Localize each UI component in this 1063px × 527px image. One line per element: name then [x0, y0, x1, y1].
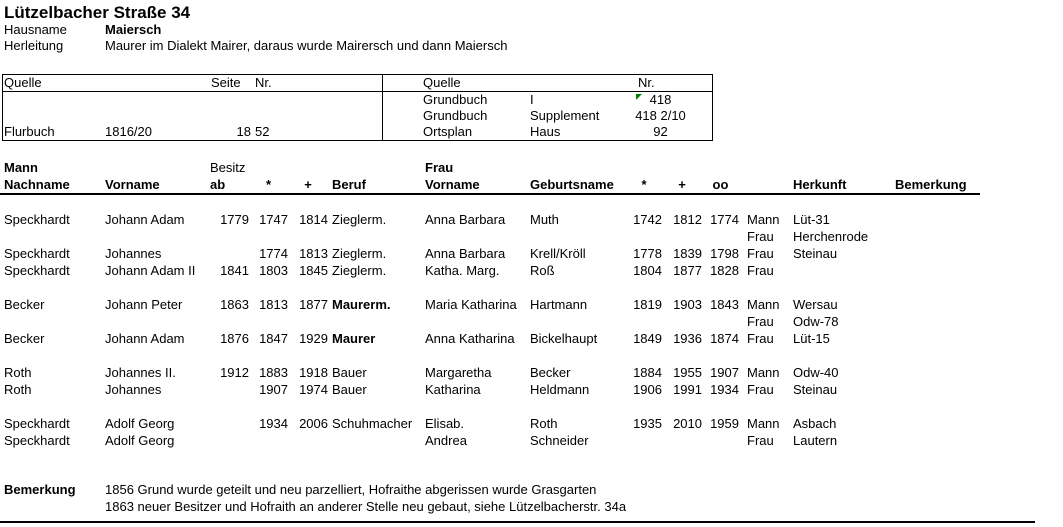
cell-nachname [4, 228, 105, 245]
cell-geboren-mann: 1907 [259, 382, 288, 397]
cell-gestorben-mann: 1974 [299, 382, 328, 397]
cell-geboren-frau [626, 313, 662, 330]
cell-herkunft: Steinau [793, 382, 838, 397]
cell-vorname-frau: Elisab. [425, 416, 465, 431]
cell-seite [205, 108, 251, 124]
cell-geburtsname [526, 228, 626, 245]
cell-besitz-ab: 1876 [220, 331, 249, 346]
cell-bemerkung [889, 313, 1047, 330]
source-table-right [382, 75, 712, 140]
cell-vorname-frau [421, 228, 526, 245]
cell-gestorben-mann [288, 432, 328, 449]
cell-geboren-frau: 1742 [633, 212, 662, 227]
cell-seite: 18 [236, 124, 251, 139]
meta-block [4, 22, 507, 54]
hausname-label: Hausname [4, 22, 67, 37]
cell-besitz-ab: 1779 [220, 212, 249, 227]
source-row [383, 124, 712, 140]
cell-gestorben-mann [288, 228, 328, 245]
cell-geboren-frau [626, 228, 662, 245]
cell-herkunft: Lüt-15 [793, 331, 830, 346]
col-header-gestorben-frau: + [678, 177, 686, 192]
cell-herkunft: Herchenrode [793, 229, 869, 244]
cell-quelle [4, 108, 105, 124]
cell-person-typ: Frau [747, 331, 774, 346]
spacer-row [0, 347, 1063, 364]
cell-quelle [4, 92, 105, 108]
cell-beruf [328, 432, 421, 449]
cell-gestorben-frau [662, 228, 702, 245]
col-header-quelle: Quelle [4, 75, 42, 90]
cell-besitz-ab: 1912 [220, 365, 249, 380]
cell-vorname: Johann Adam [105, 212, 185, 227]
main-table-rows [0, 211, 1063, 449]
cell-nr: 418 [628, 92, 693, 108]
cell-geboren-frau: 1819 [633, 297, 662, 312]
cell-bemerkung [889, 211, 1047, 228]
cell-beruf: Maurerm. [332, 297, 391, 312]
cell-geburtsname: Hartmann [530, 297, 588, 312]
col-header-geboren: * [265, 177, 272, 192]
cell-gestorben-mann: 2006 [299, 416, 328, 431]
cell-nachname: Speckhardt [4, 433, 70, 448]
cell-herkunft: Odw-40 [793, 365, 839, 380]
cell-vorname: Johannes [105, 382, 162, 397]
cell-gestorben-mann: 1813 [299, 246, 328, 261]
column-header-row [0, 176, 1063, 193]
col-header-herkunft: Herkunft [793, 177, 847, 192]
cell-nr [251, 108, 371, 124]
cell-gestorben-frau: 1903 [673, 297, 702, 312]
cell-geburtsname: Krell/Kröll [530, 246, 586, 261]
cell-bemerkung [889, 245, 1047, 262]
cell-bemerkung [889, 364, 1047, 381]
group-header-frau: Frau [425, 160, 454, 175]
cell-gestorben-frau: 2010 [673, 416, 702, 431]
page-title: Lützelbacher Straße 34 [4, 3, 191, 22]
cell-nr: 52 [255, 124, 270, 139]
cell-bemerkung [889, 415, 1047, 432]
hausname-value: Maiersch [105, 22, 162, 37]
table-row [0, 228, 1063, 245]
spacer-row [0, 398, 1063, 415]
cell-person-typ: Frau [747, 433, 774, 448]
cell-person-typ: Frau [747, 314, 774, 329]
cell-quelle: Grundbuch [423, 92, 488, 107]
table-row [0, 211, 1063, 228]
col-header-geburtsname: Geburtsname [530, 177, 614, 192]
source-table-left [3, 75, 382, 140]
cell-nr [251, 92, 371, 108]
cell-quelle: Flurbuch [4, 124, 55, 139]
source-table-header-rule [3, 91, 712, 92]
cell-person-typ: Mann [747, 297, 780, 312]
cell-beruf [328, 313, 421, 330]
header-rule [0, 193, 980, 195]
cell-bemerkung [889, 381, 1047, 398]
cell-geboren-mann: 1883 [259, 365, 288, 380]
error-indicator-icon [636, 94, 642, 100]
cell-gestorben-frau [662, 313, 702, 330]
cell-gestorben-frau: 1839 [673, 246, 702, 261]
cell-gestorben-mann: 1877 [299, 297, 328, 312]
cell-geburtsname [526, 313, 626, 330]
cell-vorname-frau: Anna Barbara [425, 246, 506, 261]
cell-vorname: Johannes II. [105, 365, 176, 380]
cell-besitz-ab [205, 432, 249, 449]
cell-geboren-mann [249, 228, 288, 245]
source-row [3, 92, 382, 108]
cell-detail [105, 108, 205, 124]
cell-geboren-frau: 1906 [633, 382, 662, 397]
cell-geburtsname: Roth [530, 416, 558, 431]
cell-geburtsname: Heldmann [530, 382, 590, 397]
source-row [383, 92, 712, 108]
cell-vorname-frau: Katharina [425, 382, 481, 397]
source-table-left-rows [3, 92, 382, 140]
cell-besitz-ab: 1863 [220, 297, 249, 312]
cell-herkunft: Wersau [793, 297, 838, 312]
group-header-besitz: Besitz [210, 160, 246, 175]
cell-gestorben-frau: 1936 [673, 331, 702, 346]
cell-bemerkung [889, 262, 1047, 279]
cell-herkunft: Steinau [793, 246, 838, 261]
cell-herkunft: Lautern [793, 433, 838, 448]
source-row [383, 108, 712, 124]
cell-gestorben-mann: 1845 [299, 263, 328, 278]
source-table [2, 74, 713, 141]
cell-bemerkung [889, 432, 1047, 449]
cell-beruf: Bauer [332, 382, 367, 397]
cell-nachname: Speckhardt [4, 416, 70, 431]
cell-besitz-ab [205, 415, 249, 432]
cell-besitz-ab [205, 228, 249, 245]
table-row [0, 262, 1063, 279]
cell-quelle: Ortsplan [423, 124, 473, 139]
remark-line: 1863 neuer Besitzer und Hofraith an anderer Stelle neu gebaut, siehe Lützelbacherstr. 34a [105, 499, 627, 514]
source-row [3, 108, 382, 124]
cell-person-typ: Mann [747, 212, 780, 227]
col-header-quelle: Quelle [423, 75, 461, 90]
cell-gestorben-mann: 1929 [299, 331, 328, 346]
herleitung-row [4, 38, 507, 54]
cell-nachname: Becker [4, 297, 45, 312]
remark-label: Bemerkung [4, 482, 76, 497]
cell-geboren-mann: 1747 [259, 212, 288, 227]
source-table-left-header [3, 75, 382, 91]
cell-detail: Supplement [530, 108, 600, 123]
cell-geboren-frau: 1884 [633, 365, 662, 380]
cell-detail [105, 92, 205, 108]
cell-geboren-frau: 1778 [633, 246, 662, 261]
cell-oo: 1843 [710, 297, 739, 312]
cell-geboren-mann: 1774 [259, 246, 288, 261]
cell-oo: 1774 [710, 212, 739, 227]
col-header-bemerkung: Bemerkung [895, 177, 967, 192]
col-header-oo: oo [712, 177, 729, 192]
cell-nachname: Speckhardt [4, 212, 70, 227]
cell-vorname: Johannes [105, 246, 162, 261]
col-header-nr: Nr. [638, 75, 655, 90]
cell-geburtsname: Roß [530, 263, 555, 278]
cell-vorname [105, 313, 205, 330]
cell-vorname-frau: Margaretha [425, 365, 492, 380]
cell-gestorben-frau: 1877 [673, 263, 702, 278]
col-header-nr: Nr. [255, 75, 272, 90]
cell-bemerkung [889, 228, 1047, 245]
cell-gestorben-mann: 1918 [299, 365, 328, 380]
cell-oo: 1874 [710, 331, 739, 346]
cell-herkunft: Lüt-31 [793, 212, 830, 227]
herleitung-label: Herleitung [4, 38, 64, 53]
cell-geboren-frau: 1849 [633, 331, 662, 346]
cell-vorname: Adolf Georg [105, 433, 175, 448]
table-row [0, 432, 1063, 449]
cell-geboren-mann: 1847 [259, 331, 288, 346]
cell-nachname: Roth [4, 365, 32, 380]
cell-detail: I [530, 92, 534, 107]
cell-geburtsname: Muth [530, 212, 559, 227]
cell-oo [702, 313, 739, 330]
cell-beruf: Schuhmacher [332, 416, 413, 431]
table-row [0, 245, 1063, 262]
col-header-seite: Seite [211, 75, 241, 90]
cell-person-typ: Frau [747, 229, 774, 244]
cell-geboren-mann [249, 313, 288, 330]
cell-herkunft: Asbach [793, 416, 837, 431]
col-header-vorname: Vorname [105, 177, 160, 192]
source-table-right-header [383, 75, 712, 91]
cell-nr: 92 [653, 124, 668, 139]
cell-beruf [328, 228, 421, 245]
cell-gestorben-frau: 1812 [673, 212, 702, 227]
herleitung-value: Maurer im Dialekt Mairer, daraus wurde Mairersch und dann Maiersch [105, 38, 508, 53]
cell-oo: 1798 [710, 246, 739, 261]
cell-seite [205, 92, 251, 108]
main-table-header [0, 159, 1063, 193]
col-header-geboren-frau: * [641, 177, 647, 192]
col-header-ab: ab [210, 177, 226, 192]
cell-herkunft [789, 262, 889, 279]
cell-oo [702, 228, 739, 245]
cell-gestorben-mann [288, 313, 328, 330]
cell-besitz-ab [205, 381, 249, 398]
cell-vorname: Johann Adam II [105, 263, 196, 278]
spacer-row [0, 279, 1063, 296]
cell-vorname-frau: Anna Barbara [425, 212, 506, 227]
cell-vorname-frau: Katha. Marg. [425, 263, 500, 278]
cell-gestorben-frau: 1955 [673, 365, 702, 380]
source-table-right-rows [383, 92, 712, 140]
source-row [3, 124, 382, 140]
table-row [0, 364, 1063, 381]
cell-vorname-frau [421, 313, 526, 330]
bottom-rule [0, 521, 1035, 523]
table-row [0, 313, 1063, 330]
table-row [0, 381, 1063, 398]
cell-vorname: Johann Adam [105, 331, 185, 346]
remark-block [4, 481, 626, 515]
cell-vorname: Johann Peter [105, 297, 183, 312]
cell-vorname-frau: Maria Katharina [425, 297, 517, 312]
cell-oo: 1934 [710, 382, 739, 397]
cell-vorname-frau: Anna Katharina [425, 331, 515, 346]
table-row [0, 330, 1063, 347]
cell-beruf: Maurer [332, 331, 376, 346]
cell-person-typ: Frau [747, 382, 774, 397]
cell-vorname [105, 228, 205, 245]
cell-nachname: Speckhardt [4, 246, 70, 261]
cell-nachname: Speckhardt [4, 263, 70, 278]
cell-person-typ: Frau [747, 246, 774, 261]
cell-geboren-frau: 1804 [633, 263, 662, 278]
col-header-vorname-frau: Vorname [425, 177, 480, 192]
cell-herkunft: Odw-78 [793, 314, 839, 329]
cell-geboren-mann: 1803 [259, 263, 288, 278]
cell-person-typ: Frau [747, 263, 774, 278]
cell-bemerkung [889, 296, 1047, 313]
cell-geboren-frau [626, 432, 662, 449]
cell-quelle: Grundbuch [423, 108, 488, 123]
col-header-gestorben: + [304, 177, 312, 192]
cell-geboren-mann: 1934 [259, 416, 288, 431]
cell-nachname: Becker [4, 331, 45, 346]
cell-beruf: Zieglerm. [332, 263, 387, 278]
col-header-beruf: Beruf [332, 177, 366, 192]
cell-oo: 1828 [710, 263, 739, 278]
cell-geboren-frau: 1935 [633, 416, 662, 431]
cell-detail: 1816/20 [105, 124, 152, 139]
cell-geburtsname: Bickelhaupt [530, 331, 598, 346]
cell-detail: Haus [530, 124, 561, 139]
cell-oo [702, 432, 739, 449]
cell-besitz-ab [205, 313, 249, 330]
table-row [0, 415, 1063, 432]
cell-vorname-frau: Andrea [425, 433, 467, 448]
cell-gestorben-frau [662, 432, 702, 449]
cell-oo: 1959 [710, 416, 739, 431]
cell-geburtsname: Becker [530, 365, 571, 380]
hausname-row [4, 22, 507, 38]
cell-person-typ: Mann [747, 416, 780, 431]
cell-geburtsname: Schneider [530, 433, 589, 448]
cell-geboren-mann: 1813 [259, 297, 288, 312]
cell-nr: 418 2/10 [635, 108, 686, 123]
cell-gestorben-mann: 1814 [299, 212, 328, 227]
cell-beruf: Zieglerm. [332, 246, 387, 261]
cell-gestorben-frau: 1991 [673, 382, 702, 397]
cell-nachname: Roth [4, 382, 32, 397]
cell-beruf: Bauer [332, 365, 367, 380]
cell-beruf: Zieglerm. [332, 212, 387, 227]
cell-vorname: Adolf Georg [105, 416, 175, 431]
remark-line: 1856 Grund wurde geteilt und neu parzelliert, Hofraithe abgerissen wurde Grasgarten [105, 482, 597, 497]
cell-besitz-ab [205, 245, 249, 262]
cell-geboren-mann [249, 432, 288, 449]
cell-bemerkung [889, 330, 1047, 347]
table-row [0, 296, 1063, 313]
remark-lines [105, 481, 626, 515]
cell-nachname [4, 313, 105, 330]
group-header-row [0, 159, 1063, 176]
cell-person-typ: Mann [747, 365, 780, 380]
cell-besitz-ab: 1841 [220, 263, 249, 278]
col-header-nachname: Nachname [4, 177, 70, 192]
group-header-mann: Mann [4, 160, 38, 175]
cell-oo: 1907 [710, 365, 739, 380]
